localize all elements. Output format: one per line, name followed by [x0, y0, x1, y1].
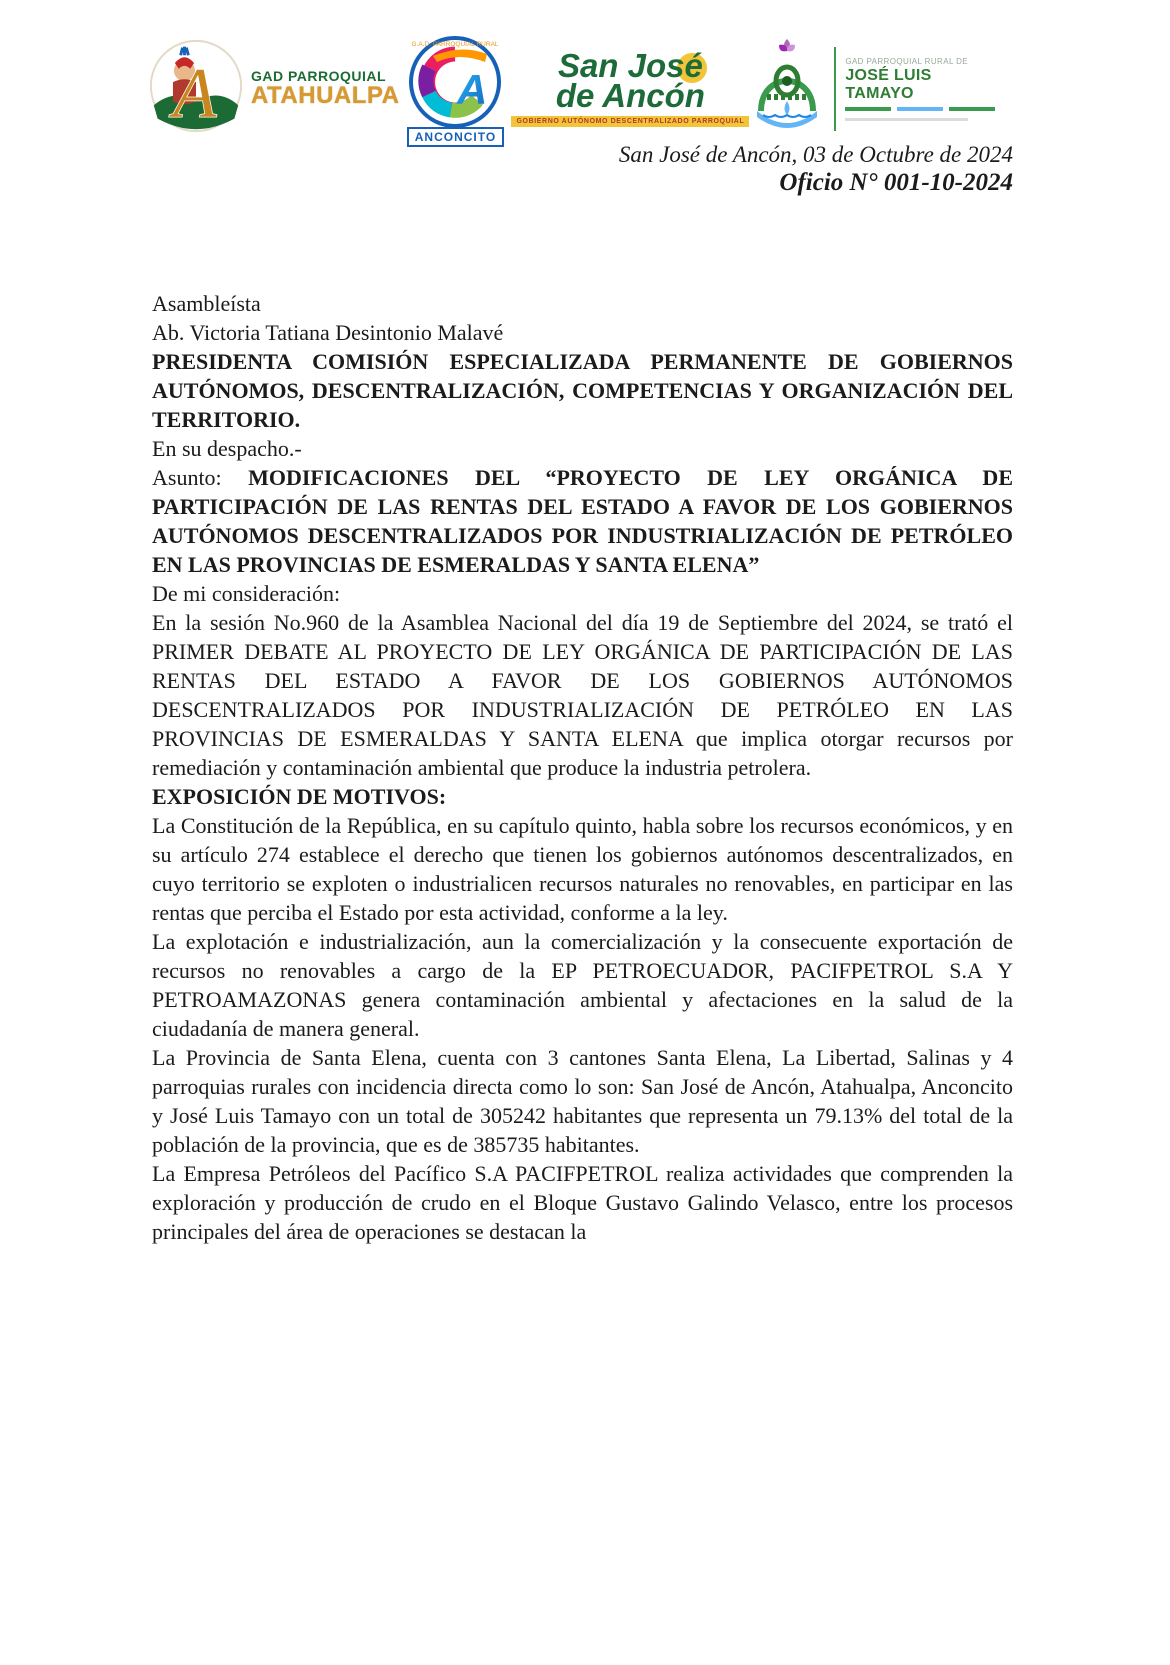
tamayo-name-label: JOSÉ LUIS TAMAYO: [845, 66, 932, 102]
anconcito-name-label: ANCONCITO: [407, 127, 504, 147]
sanjose-line2: de Ancón: [555, 76, 705, 114]
salutation: De mi consideración:: [152, 581, 341, 606]
anconcito-emblem-icon: [399, 30, 511, 139]
sanjose-banner-label: GOBIERNO AUTÓNOMO DESCENTRALIZADO PARROQUIAL: [511, 116, 749, 127]
recipient-position: PRESIDENTA COMISIÓN ESPECIALIZADA PERMANENTE DE GOBIERNOS AUTÓNOMOS, DESCENTRALIZACIÓN, COMPETENCIAS Y ORGANIZACIÓN DEL TERRITORIO.: [152, 349, 1013, 432]
paragraph-1: En la sesión No.960 de la Asamblea Nacional del día 19 de Septiembre del 2024, se trató el PRIMER DEBATE AL PROYECTO DE LEY ORGÁNICA DE PARTICIPACIÓN DE LAS RENTAS DEL ESTADO A FAVOR DE LOS GOBIERNOS AUTÓNOMOS DESCENTRALIZADOS POR INDUSTRIALIZACIÓN DE PETRÓLEO EN LAS PROVINCIAS DE ESMERALDAS Y SANTA ELENA que implica otorgar recursos por remediación y contaminación ambiental que produce la industria petrolera.: [152, 610, 1013, 780]
subject-text: MODIFICACIONES DEL “PROYECTO DE LEY ORGÁNICA DE PARTICIPACIÓN DE LAS RENTAS DEL ESTADO A FAVOR DE LOS GOBIERNOS AUTÓNOMOS DESCENTRALIZADOS POR INDUSTRIALIZACIÓN DE PETRÓLEO EN LAS PROVINCIAS DE ESMERALDAS Y SANTA ELENA”: [152, 465, 1013, 577]
recipient-dispatch: En su despacho.-: [152, 436, 302, 461]
letter-body: [152, 289, 1013, 1246]
tamayo-underline-bars: [845, 107, 995, 111]
logo-anconcito: [399, 30, 511, 147]
svg-text:A: A: [172, 54, 217, 133]
letterhead: [148, 30, 969, 147]
section-heading: EXPOSICIÓN DE MOTIVOS:: [152, 784, 447, 809]
paragraph-4: La Provincia de Santa Elena, cuenta con 3 cantones Santa Elena, La Libertad, Salinas y 4 parroquias rurales con incidencia directa como lo son: San José de Ancón, Atahualpa, Anconcito y José Luis Tamayo con un total de 305242 habitantes que representa un 79.13% del total de la población de la provincia, que es de 385735 habitantes.: [152, 1045, 1013, 1157]
tamayo-tagline: [845, 118, 968, 121]
oficio-number: Oficio N° 001-10-2024: [779, 169, 1013, 196]
atahualpa-name-label: ATAHUALPA: [251, 82, 400, 110]
svg-text:G.A.D. PARROQUIAL RURAL: G.A.D. PARROQUIAL RURAL: [411, 41, 500, 48]
recipient-title: Asambleísta: [152, 291, 261, 316]
paragraph-2: La Constitución de la República, en su capítulo quinto, habla sobre los recursos económicos, y en su artículo 274 establece el derecho que tienen los gobiernos autónomos descentralizados, en cuyo territorio se exploten o industrialicen recursos naturales no renovables, en participar en las rentas que perciba el Estado por esta actividad, conforme a la ley.: [152, 813, 1013, 925]
svg-text:A: A: [457, 66, 488, 113]
date-block: [619, 141, 1013, 197]
paragraph-5: La Empresa Petróleos del Pacífico S.A PACIFPETROL realiza actividades que comprenden la exploración y producción de crudo en el Bloque Gustavo Galindo Velasco, entre los procesos principales del área de operaciones se destacan la: [152, 1161, 1013, 1244]
atahualpa-gad-label: GAD PARROQUIAL: [251, 67, 387, 84]
tamayo-gad-label: GAD PARROQUIAL RURAL DE: [845, 56, 969, 66]
date-line: San José de Ancón, 03 de Octubre de 2024: [618, 142, 1013, 167]
sanjose-line1: San José: [557, 46, 703, 84]
atahualpa-emblem-icon: [148, 38, 244, 139]
logo-atahualpa: [148, 38, 399, 139]
logo-jose-luis-tamayo: [749, 37, 995, 140]
logo-san-jose-ancon: [511, 46, 749, 127]
subject-paragraph: [152, 463, 1013, 579]
paragraph-3: La explotación e industrialización, aun la comercialización y la consecuente exportación de recursos no renovables a cargo de la EP PETROECUADOR, PACIFPETROL S.A Y PETROAMAZONAS genera contaminación ambiental y afectaciones en la salud de la ciudadanía de manera general.: [152, 929, 1013, 1041]
tamayo-divider: [834, 47, 836, 131]
tamayo-crest-icon: [749, 37, 825, 140]
recipient-name: Ab. Victoria Tatiana Desintonio Malavé: [152, 320, 504, 345]
subject-label: Asunto:: [152, 465, 249, 490]
